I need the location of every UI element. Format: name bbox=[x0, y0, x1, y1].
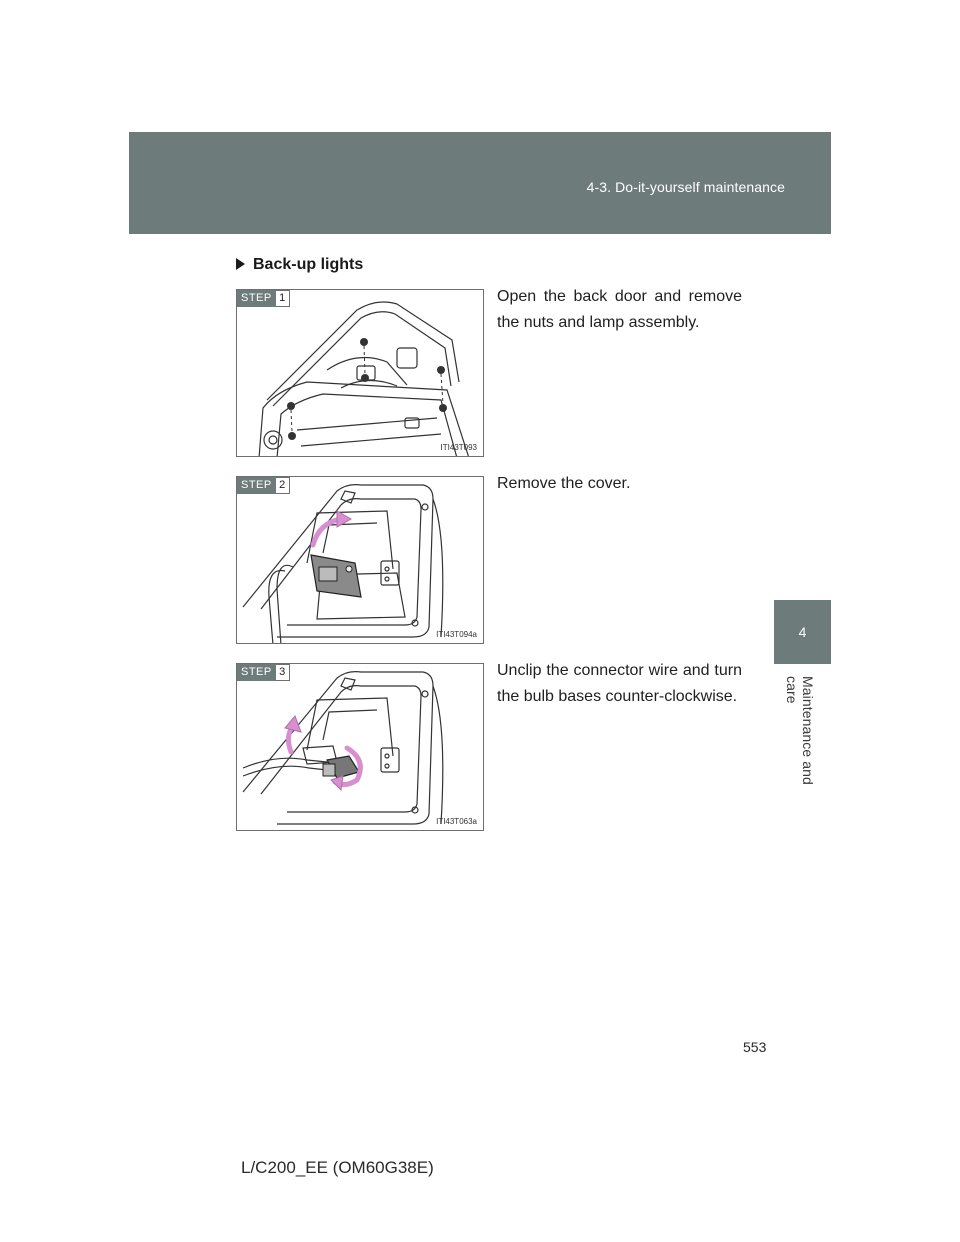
step-badge-number: 1 bbox=[276, 290, 290, 307]
subheading-text: Back-up lights bbox=[253, 256, 364, 273]
step-badge-number: 2 bbox=[276, 477, 290, 494]
bulb-base-illustration bbox=[237, 664, 484, 831]
step-3-badge bbox=[237, 664, 290, 681]
step-1-badge bbox=[237, 290, 290, 307]
chapter-number: 4 bbox=[798, 624, 807, 640]
lamp-cover-illustration bbox=[237, 477, 484, 644]
triangle-bullet-icon bbox=[236, 258, 245, 270]
step-3-figure bbox=[236, 663, 484, 831]
figure-code: ITI43T094a bbox=[436, 630, 477, 639]
document-footer-code: L/C200_EE (OM60G38E) bbox=[241, 1158, 434, 1177]
step-badge-word: STEP bbox=[237, 477, 276, 494]
step-2-badge bbox=[237, 477, 290, 494]
chapter-label: Maintenance and care bbox=[784, 676, 816, 785]
step-2-figure bbox=[236, 476, 484, 644]
step-1-text: Open the back door and remove the nuts and lamp assembly. bbox=[497, 288, 742, 331]
header-band bbox=[129, 132, 831, 234]
step-badge-number: 3 bbox=[276, 664, 290, 681]
step-badge-word: STEP bbox=[237, 664, 276, 681]
page-number: 553 bbox=[743, 1039, 767, 1055]
step-3-text: Unclip the connector wire and turn the bulb bases counter-clockwise. bbox=[497, 662, 742, 705]
chapter-tab[interactable] bbox=[774, 600, 831, 664]
figure-code: ITI43T063a bbox=[436, 817, 477, 826]
figure-code: ITI43T093 bbox=[440, 443, 477, 452]
step-1-figure bbox=[236, 289, 484, 457]
tail-lamp-nuts-illustration bbox=[237, 290, 484, 457]
section-subheading bbox=[236, 256, 363, 274]
section-title: 4-3. Do-it-yourself maintenance bbox=[586, 179, 785, 195]
step-badge-word: STEP bbox=[237, 290, 276, 307]
step-2-text: Remove the cover. bbox=[497, 475, 631, 492]
